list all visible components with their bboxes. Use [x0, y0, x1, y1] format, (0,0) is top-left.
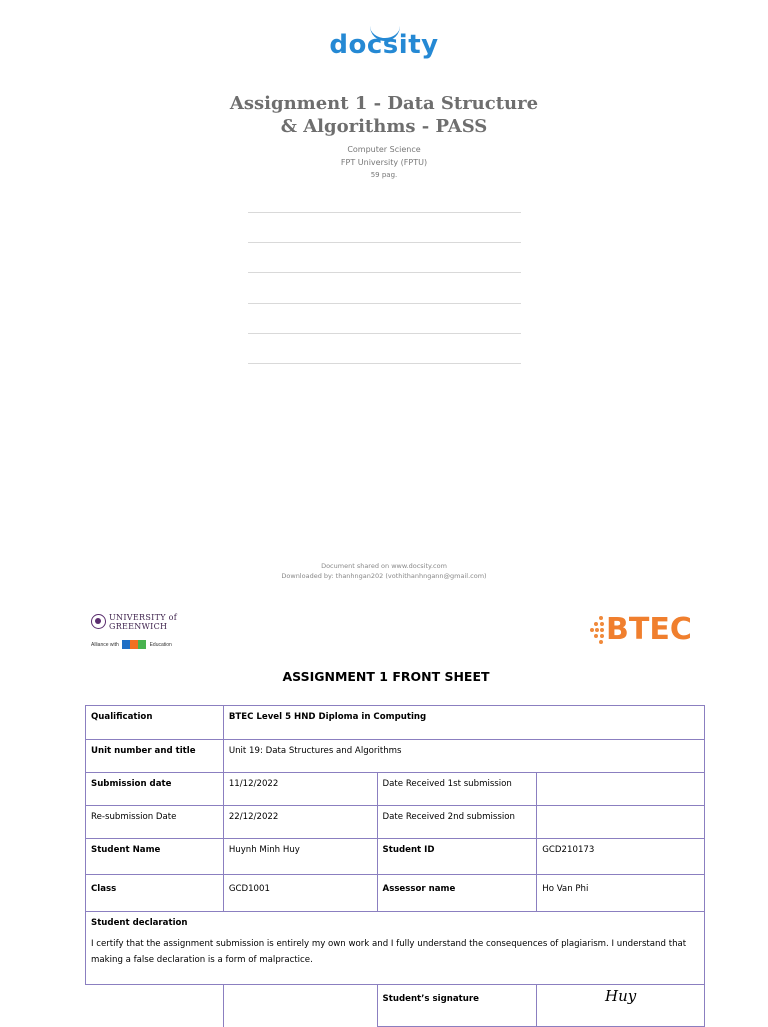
signature-label: Student’s signature — [377, 985, 537, 1027]
blank-line — [248, 212, 521, 213]
front-sheet-table — [85, 705, 705, 1027]
table-row — [86, 875, 705, 912]
btec-logo: BTEC — [590, 612, 702, 652]
downloaded-by-note: Downloaded by: thanhngan202 (vothithanhngann@gmail.com) — [281, 572, 487, 580]
docsity-logo: docsity — [0, 30, 768, 60]
university: FPT University (FPTU) — [340, 158, 428, 167]
date-received-1st-value — [537, 773, 705, 806]
unit-value: Unit 19: Data Structures and Algorithms — [223, 740, 704, 773]
shared-on-note: Document shared on www.docsity.com — [321, 562, 447, 570]
submission-date-label: Submission date — [86, 773, 224, 806]
date-received-1st-label: Date Received 1st submission — [377, 773, 537, 806]
blank-line — [248, 333, 521, 334]
assessor-name-label: Assessor name — [377, 875, 537, 912]
assessor-name-value: Ho Van Phi — [537, 875, 705, 912]
student-declaration — [86, 912, 705, 985]
student-id-label: Student ID — [377, 839, 537, 875]
table-row — [86, 706, 705, 740]
table-row — [86, 839, 705, 875]
blank-line — [248, 242, 521, 243]
student-name-value: Huynh Minh Huy — [223, 839, 377, 875]
submission-date-value: 11/12/2022 — [223, 773, 377, 806]
class-label: Class — [86, 875, 224, 912]
empty-cell — [223, 985, 377, 1027]
qualification-label: Qualification — [86, 706, 224, 740]
table-row — [86, 912, 705, 985]
empty-cell — [86, 985, 224, 1027]
class-value: GCD1001 — [223, 875, 377, 912]
date-received-2nd-value — [537, 806, 705, 839]
table-row — [86, 773, 705, 806]
table-row — [86, 985, 705, 1027]
subject: Computer Science — [347, 145, 421, 154]
document-title — [0, 92, 768, 138]
student-id-value: GCD210173 — [537, 839, 705, 875]
blank-line — [248, 303, 521, 304]
university-of-greenwich-logo: UNIVERSITY of GREENWICH Alliance with Education — [91, 613, 178, 648]
blank-line — [248, 272, 521, 273]
student-name-label: Student Name — [86, 839, 224, 875]
resubmission-date-value: 22/12/2022 — [223, 806, 377, 839]
qualification-value: BTEC Level 5 HND Diploma in Computing — [223, 706, 704, 740]
resubmission-date-label: Re-submission Date — [86, 806, 224, 839]
declaration-heading: Student declaration — [91, 918, 188, 928]
front-sheet-heading: ASSIGNMENT 1 FRONT SHEET — [282, 669, 490, 684]
greenwich-crest-icon — [91, 614, 106, 629]
alliance-fpt: Alliance with Education — [91, 641, 172, 648]
blank-line — [248, 363, 521, 364]
page-count: 59 pag. — [370, 171, 398, 179]
fpt-logo-icon — [122, 640, 146, 649]
signature-value: Huy — [537, 985, 705, 1027]
declaration-text: I certify that the assignment submission is entirely my own work and I fully understand the consequences of plagiarism. I understand that making a false declaration is a form of malpractice. — [91, 939, 687, 965]
table-row — [86, 740, 705, 773]
date-received-2nd-label: Date Received 2nd submission — [377, 806, 537, 839]
unit-label: Unit number and title — [86, 740, 224, 773]
title-line-1: Assignment 1 - Data Structure — [229, 93, 539, 114]
title-line-2: & Algorithms - PASS — [280, 116, 488, 137]
table-row — [86, 806, 705, 839]
